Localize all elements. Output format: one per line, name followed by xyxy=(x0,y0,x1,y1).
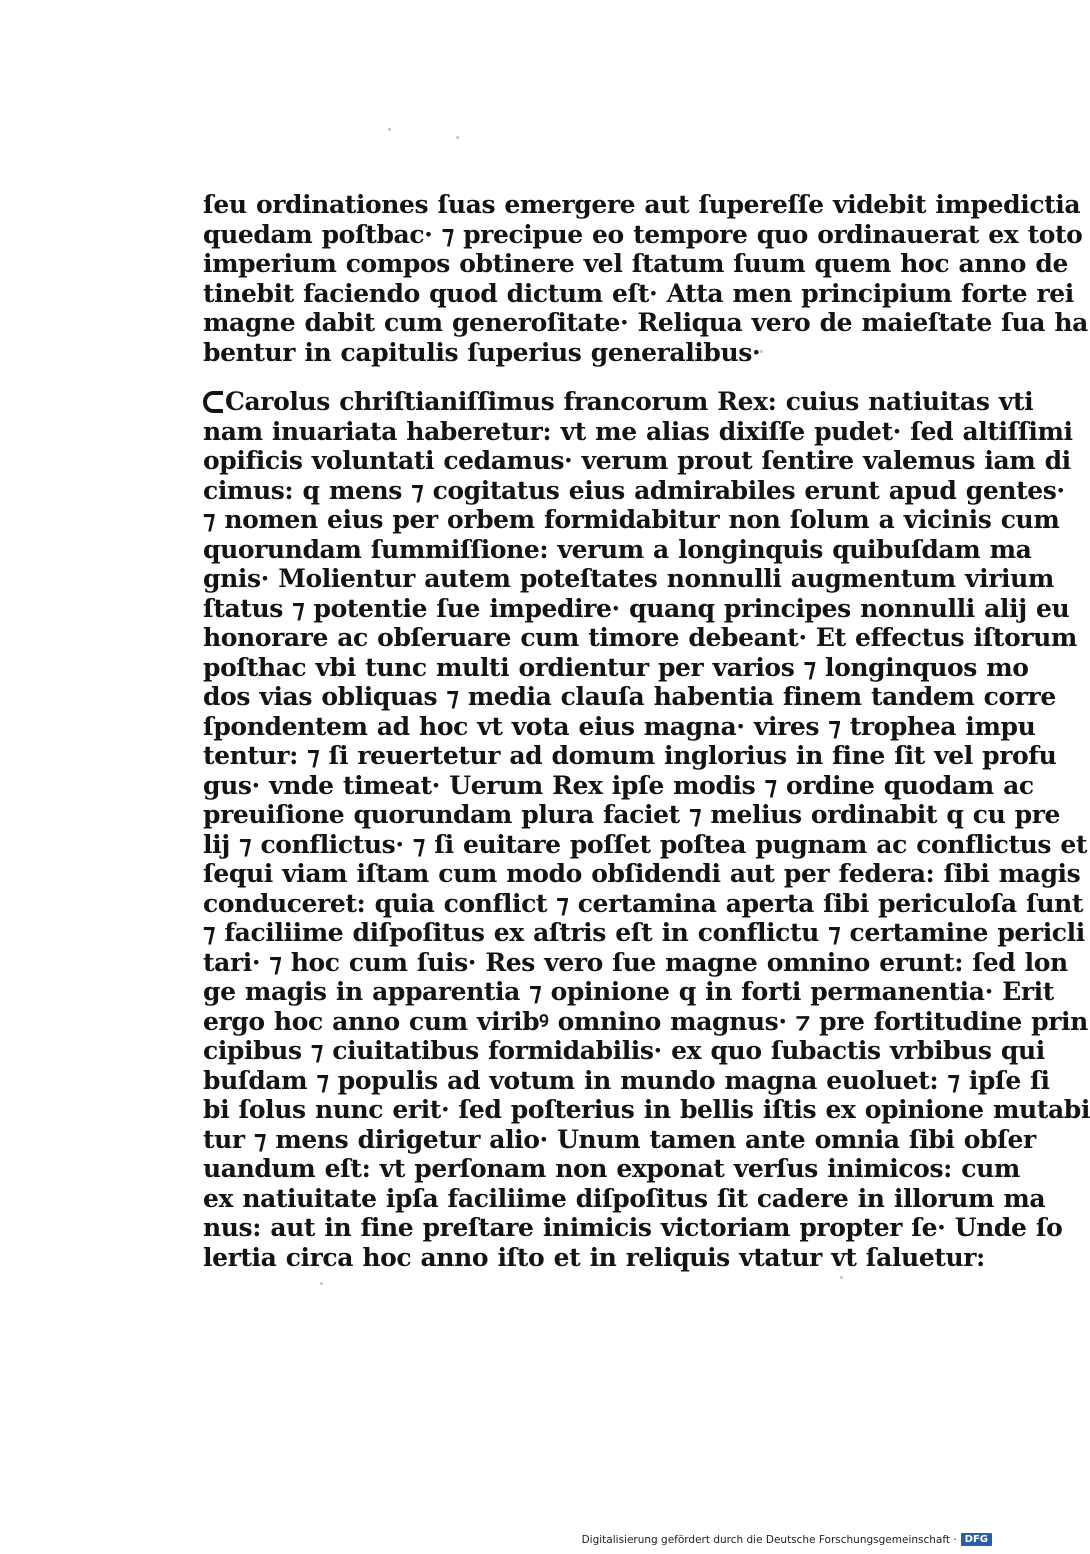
text-line: bi ſolus nunc erit· ſed poſterius in bellis iſtis ex opinione mutabi xyxy=(203,1095,1090,1124)
text-line: honorare ac obſeruare cum timore debeant· Et effectus iſtorum xyxy=(203,623,1077,652)
paper-speck xyxy=(840,1276,843,1279)
text-line: imperium compos obtinere vel ſtatum ſuum quem hoc anno de xyxy=(203,249,1068,278)
text-line: ſequi viam iſtam cum modo obſidendi aut per federa: ſibi magis xyxy=(203,859,1081,888)
text-line: lertia circa hoc anno iſto et in reliquis vtatur vt ſaluetur: xyxy=(203,1242,985,1272)
text-line: quedam poſtbac· ⁊ precipue eo tempore quo ordinauerat ex toto xyxy=(203,219,1083,249)
text-line: ⁊ nomen eius per orbem formidabitur non ſolum a vicinis cum xyxy=(203,505,1060,534)
text-line: poſthac vbi tunc multi ordientur per varios ⁊ longinquos mo xyxy=(203,652,1029,682)
credit-text: Digitalisierung gefördert durch die Deutsche Forschungsgemeinschaft · xyxy=(581,1533,957,1546)
text-line: quorundam ſummiſſione: verum a longinquis quibuſdam ma xyxy=(203,534,1032,564)
paragraph-carolus xyxy=(203,387,1090,1272)
digitization-credit xyxy=(582,1533,992,1546)
text-line: ſeu ordinationes ſuas emergere aut ſupereſſe videbit impedictia xyxy=(203,190,1081,219)
paper-speck xyxy=(760,350,763,353)
text-line: nam inuariata haberetur: vt me alias dixiſſe pudet· ſed altiſſimi xyxy=(203,416,1073,446)
text-line: opificis voluntati cedamus· verum prout ſentire valemus iam di xyxy=(203,446,1071,475)
paper-speck xyxy=(320,1282,323,1285)
text-line: conduceret: quia conflict ⁊ certamina aperta ſibi periculoſa ſunt xyxy=(203,888,1084,918)
text-line: buſdam ⁊ populis ad votum in mundo magna euoluet: ⁊ ipſe ſi xyxy=(203,1065,1050,1095)
text-line: lij ⁊ conflictus· ⁊ ſi euitare poſſet poſtea pugnam ac conflictus et xyxy=(203,829,1087,859)
text-line-content: Carolus chriſtianiſſimus francorum Rex: cuius natiuitas vti xyxy=(225,387,1034,416)
text-line: ex natiuitate ipſa faciliime diſpoſitus ſit cadere in illorum ma xyxy=(203,1183,1046,1213)
paragraph-mark-icon xyxy=(203,391,223,413)
text-line: tur ⁊ mens dirigetur alio· Unum tamen ante omnia ſibi obſer xyxy=(203,1124,1036,1154)
text-line: nus: aut in fine preſtare inimicis victoriam propter ſe· Unde ſo xyxy=(203,1213,1063,1242)
text-line: ⁊ faciliime diſpoſitus ex aſtris eſt in conflictu ⁊ certamine pericli xyxy=(203,918,1085,947)
text-line-first xyxy=(203,387,1034,417)
text-line: uandum eſt: vt perſonam non exponat verſus inimicos: cum xyxy=(203,1154,1020,1183)
text-line: ſpondentem ad hoc vt vota eius magna· vires ⁊ trophea impu xyxy=(203,711,1036,741)
text-line: ſtatus ⁊ potentie ſue impedire· quanq principes nonnulli alij eu xyxy=(203,593,1070,623)
text-line: bentur in capitulis ſuperius generalibus· xyxy=(203,337,761,367)
text-line: gus· vnde timeat· Uerum Rex ipſe modis ⁊ ordine quodam ac xyxy=(203,770,1034,800)
text-line: preuiſione quorundam plura faciet ⁊ melius ordinabit q cu pre xyxy=(203,800,1061,829)
text-line: ergo hoc anno cum viribꝰ omnino magnus· ⁊ pre fortitudine prin xyxy=(203,1006,1088,1036)
text-line: cimus: q mens ⁊ cogitatus eius admirabiles erunt apud gentes· xyxy=(203,475,1065,505)
text-line: ge magis in apparentia ⁊ opinione q in forti permanentia· Erit xyxy=(203,977,1054,1006)
dfg-logo: DFG xyxy=(961,1533,992,1546)
paper-speck xyxy=(456,136,459,139)
text-line: gnis· Molientur autem poteſtates nonnulli augmentum virium xyxy=(203,564,1054,593)
text-line: dos vias obliquas ⁊ media clauſa habentia finem tandem corre xyxy=(203,682,1056,711)
text-line: tentur: ⁊ ſi reuertetur ad domum inglorius in fine ſit vel profu xyxy=(203,741,1057,770)
paragraph-continuation xyxy=(203,190,1088,367)
text-line: tinebit faciendo quod dictum eſt· Atta men principium forte rei xyxy=(203,278,1074,308)
text-line: cipibus ⁊ ciuitatibus formidabilis· ex quo ſubactis vrbibus qui xyxy=(203,1036,1045,1065)
text-line: tari· ⁊ hoc cum ſuis· Res vero ſue magne omnino erunt: ſed lon xyxy=(203,947,1068,977)
paper-speck xyxy=(388,128,391,131)
text-line: magne dabit cum generoſitate· Reliqua vero de maieſtate ſua ha xyxy=(203,308,1088,337)
